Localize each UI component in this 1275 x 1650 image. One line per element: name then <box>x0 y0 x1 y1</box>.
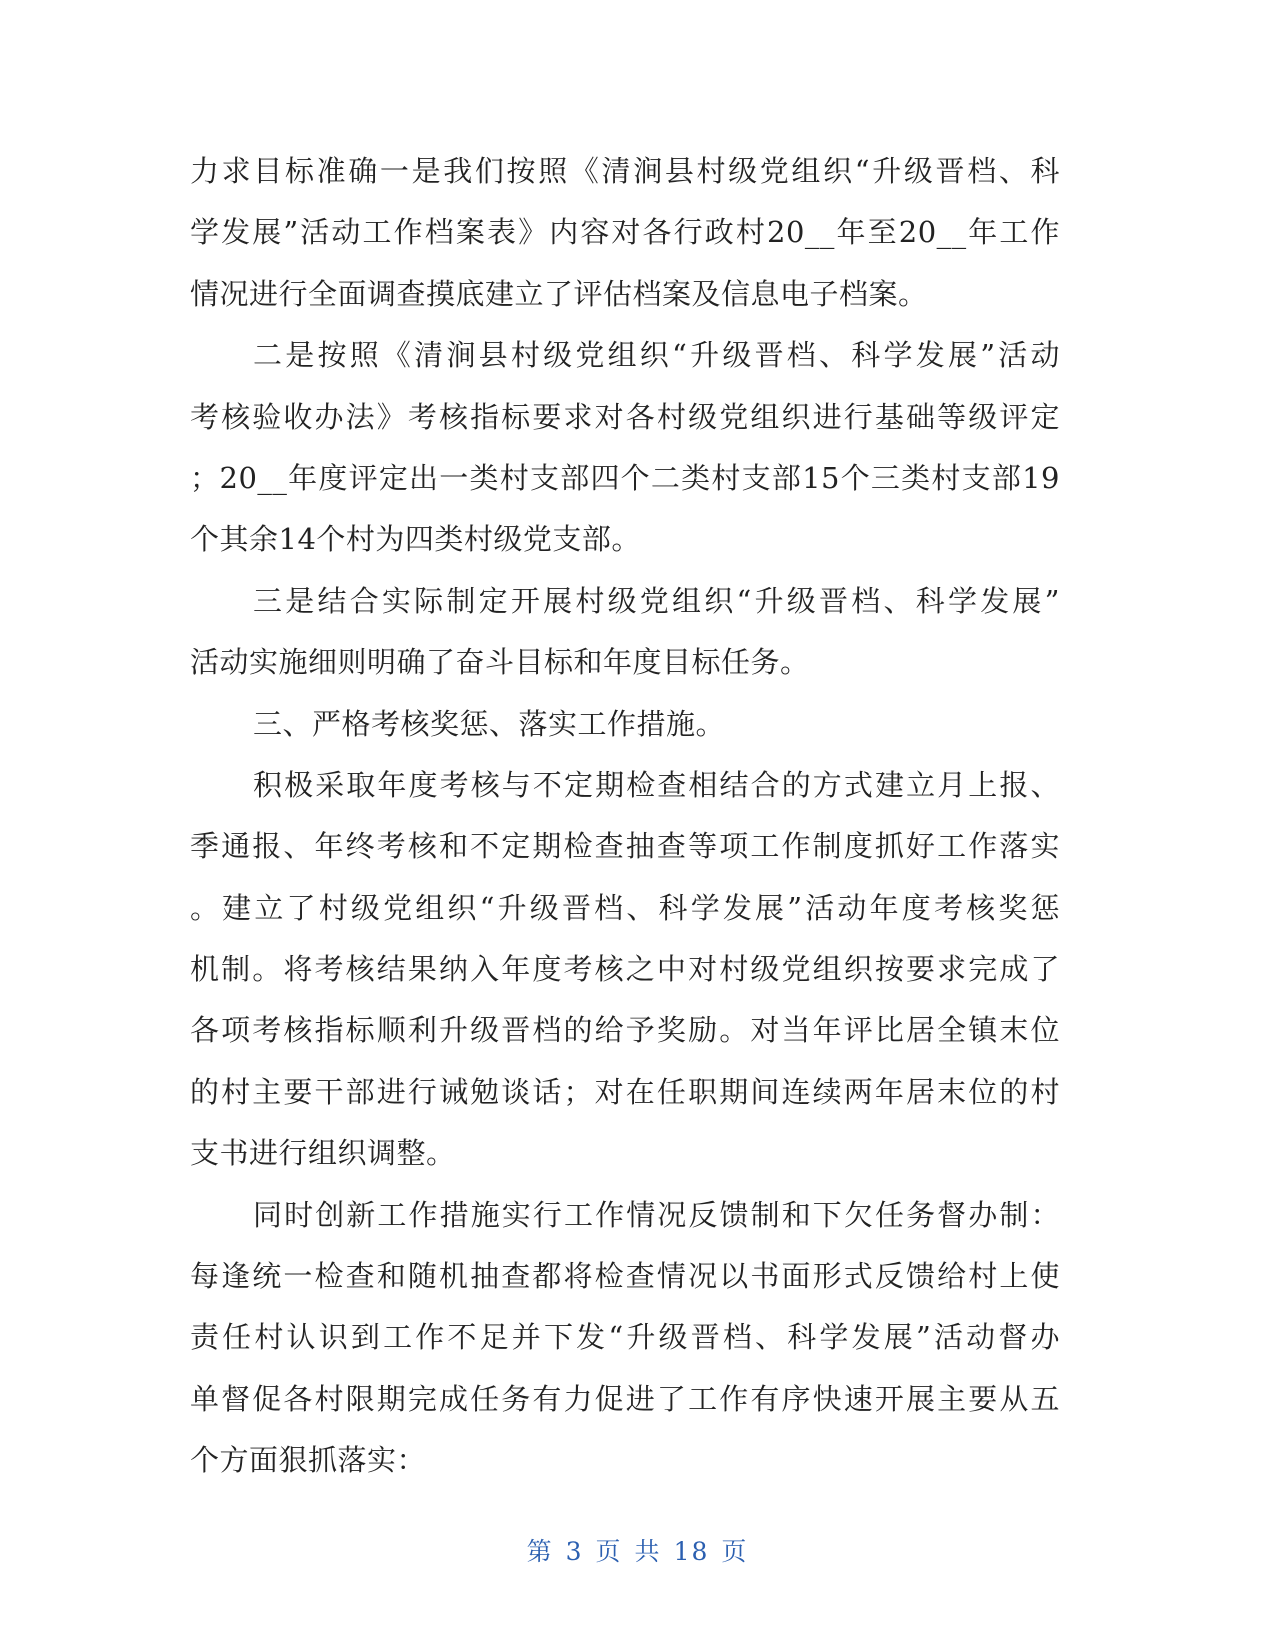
text-line: 各项考核指标顺利升级晋档的给予奖励。对当年评比居全镇末位 <box>190 1013 1060 1048</box>
text-line: 三是结合实际制定开展村级党组织“升级晋档、科学发展” <box>253 583 1060 618</box>
text-line: 单督促各村限期完成任务有力促进了工作有序快速开展主要从五 <box>190 1381 1060 1416</box>
footer-suffix: 页 <box>721 1537 749 1566</box>
text-line: 每逢统一检查和随机抽查都将检查情况以书面形式反馈给村上使 <box>190 1259 1060 1294</box>
text-line: 个其余14个村为四类村级党支部。 <box>190 522 641 557</box>
text-line: 考核验收办法》考核指标要求对各村级党组织进行基础等级评定 <box>190 399 1060 434</box>
text-line: 二是按照《清涧县村级党组织“升级晋档、科学发展”活动 <box>253 338 1060 373</box>
section-heading: 三、严格考核奖惩、落实工作措施。 <box>253 706 726 741</box>
current-page-number: 3 <box>565 1537 584 1566</box>
text-line: 力求目标准确一是我们按照《清涧县村级党组织“升级晋档、科 <box>190 154 1060 188</box>
page-number-footer <box>0 1532 1275 1568</box>
text-line: ；20__年度评定出一类村支部四个二类村支部15个三类村支部19 <box>190 460 1060 495</box>
text-line: 季通报、年终考核和不定期检查抽查等项工作制度抓好工作落实 <box>190 829 1060 864</box>
text-line: 学发展”活动工作档案表》内容对各行政村20__年至20__年工作 <box>190 215 1060 250</box>
text-line: 机制。将考核结果纳入年度考核之中对村级党组织按要求完成了 <box>190 952 1060 987</box>
total-page-count: 18 <box>673 1537 710 1566</box>
text-line: 活动实施细则明确了奋斗目标和年度目标任务。 <box>190 645 810 680</box>
body-text <box>190 141 1060 1492</box>
footer-total-word: 共 <box>634 1537 662 1566</box>
text-line: 。建立了村级党组织“升级晋档、科学发展”活动年度考核奖惩 <box>190 890 1060 925</box>
text-line: 个方面狠抓落实： <box>190 1443 427 1478</box>
text-line: 的村主要干部进行诫勉谈话；对在任职期间连续两年居末位的村 <box>190 1074 1060 1109</box>
text-line: 同时创新工作措施实行工作情况反馈制和下欠任务督办制： <box>253 1197 1060 1232</box>
text-line: 积极采取年度考核与不定期检查相结合的方式建立月上报、 <box>253 767 1060 802</box>
footer-page-word: 页 <box>595 1537 623 1566</box>
text-line: 责任村认识到工作不足并下发“升级晋档、科学发展”活动督办 <box>190 1320 1060 1355</box>
text-line: 支书进行组织调整。 <box>190 1136 456 1171</box>
footer-prefix: 第 <box>526 1537 554 1566</box>
text-line: 情况进行全面调查摸底建立了评估档案及信息电子档案。 <box>190 276 928 311</box>
